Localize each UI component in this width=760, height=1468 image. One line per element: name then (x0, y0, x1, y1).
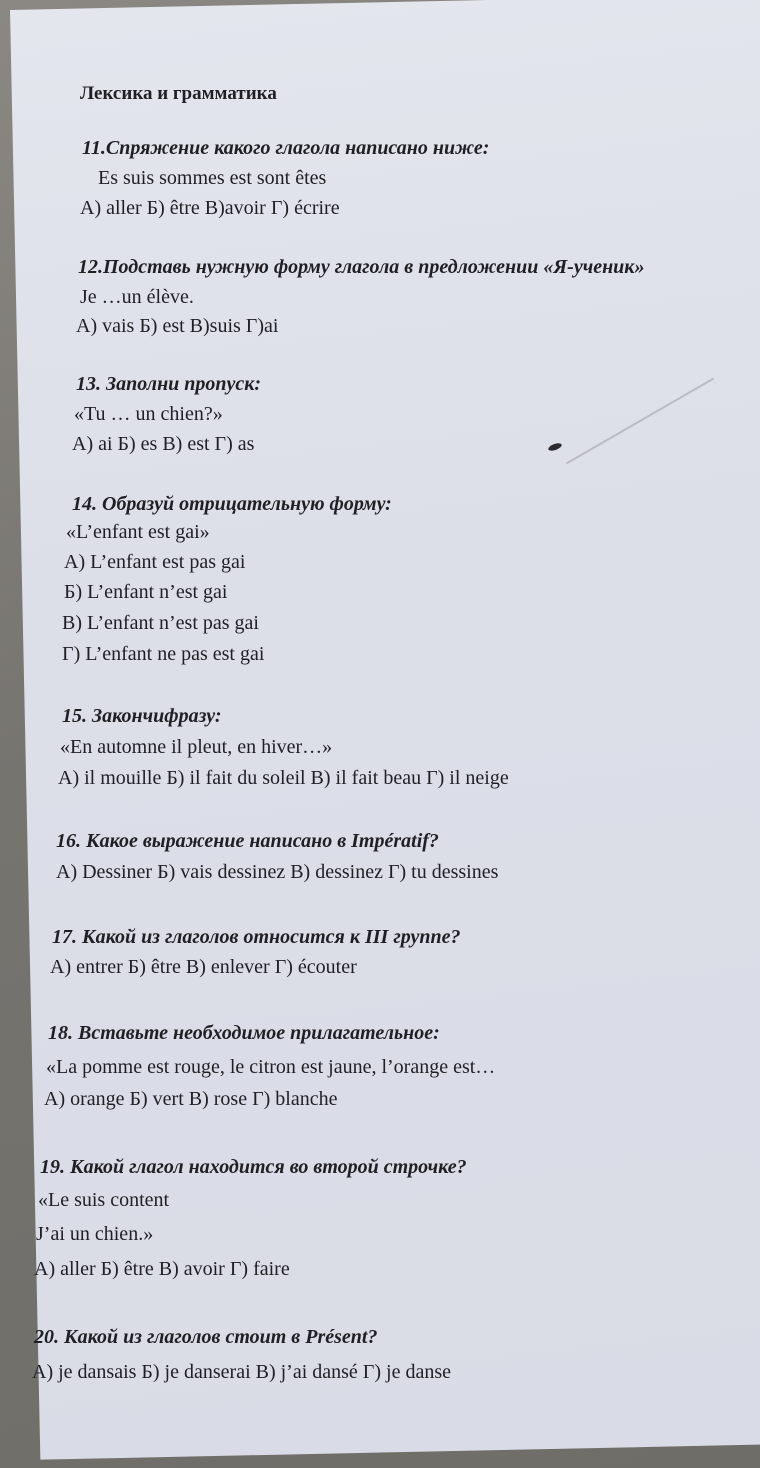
question-13-line: «Tu … un chien?» (74, 403, 223, 425)
section-heading: Лексика и грамматика (80, 83, 277, 104)
question-12-options: А) vais Б) est В)suis Г)ai (76, 315, 279, 337)
question-19-title: 19. Какой глагол находится во второй строчке? (40, 1156, 467, 1178)
question-20-options: А) je dansais Б) je danserai В) j’ai dansé Г) je danse (32, 1361, 452, 1383)
question-19-options: А) aller Б) être В) avoir Г) faire (34, 1258, 290, 1280)
question-15-options: А) il mouille Б) il fait du soleil В) il fait beau Г) il neige (58, 767, 509, 789)
question-14-line-2: А) L’enfant est pas gai (64, 551, 246, 573)
question-16-title: 16. Какое выражение написано в Impératif? (56, 830, 439, 852)
question-15-title: 15. Закончифразу: (62, 705, 222, 727)
question-13-options: А) ai Б) es В) est Г) as (72, 433, 255, 455)
question-18-line: «La pomme est rouge, le citron est jaune, l’orange est… (46, 1056, 496, 1078)
question-12-title: 12.Подставь нужную форму глагола в предложении «Я-ученик» (78, 256, 645, 278)
question-13-title: 13. Заполни пропуск: (76, 373, 262, 395)
question-11-line: Es suis sommes est sont êtes (98, 167, 327, 189)
question-20-title: 20. Какой из глаголов стоит в Présent? (34, 1326, 378, 1348)
question-14-line-4: В) L’enfant n’est pas gai (62, 612, 259, 634)
question-18-options: А) orange Б) vert В) rose Г) blanche (44, 1088, 338, 1110)
question-11-title: 11.Спряжение какого глагола написано ниже: (82, 137, 490, 159)
question-14-title: 14. Образуй отрицательную форму: (72, 493, 392, 515)
question-11-options: А) aller Б) être В)avoir Г) écrire (80, 197, 340, 219)
question-14-line-1: «L’enfant est gai» (66, 521, 210, 543)
question-16-options: А) Dessiner Б) vais dessinez В) dessinez Г) tu dessines (56, 861, 499, 883)
question-15-line: «En automne il pleut, en hiver…» (60, 736, 333, 758)
question-12-line: Je …un élève. (80, 286, 194, 308)
question-19-line-2: J’ai un chien.» (36, 1223, 154, 1245)
question-14-line-3: Б) L’enfant n’est gai (64, 581, 228, 603)
question-19-line-1: «Le suis content (38, 1189, 170, 1211)
question-17-options: А) entrer Б) être В) enlever Г) écouter (50, 956, 357, 978)
question-17-title: 17. Какой из глаголов относится к III группе? (52, 926, 461, 948)
question-18-title: 18. Вставьте необходимое прилагательное: (48, 1022, 440, 1044)
question-14-options: Г) L’enfant ne pas est gai (62, 643, 265, 665)
